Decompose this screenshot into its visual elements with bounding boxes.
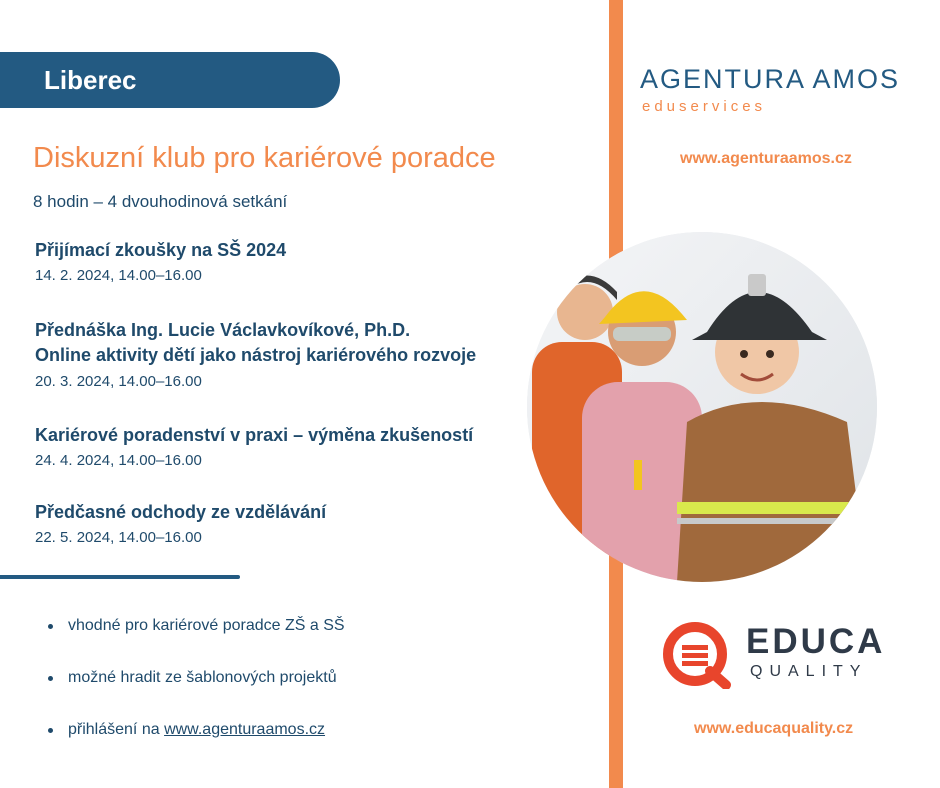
- educa-logo-name: EDUCA: [746, 622, 886, 661]
- info-text: vhodné pro kariérové poradce ZŠ a SŠ: [68, 617, 345, 634]
- educa-quality-logo: [650, 616, 912, 694]
- session-2-date: 20. 3. 2024, 14.00–16.00: [35, 373, 202, 390]
- session-2-subtitle: Online aktivity dětí jako nástroj kariérového rozvoje: [35, 345, 477, 365]
- session-2-title: Přednáška Ing. Lucie Václavkovíkové, Ph.D.: [35, 320, 411, 340]
- session-1-date: 14. 2. 2024, 14.00–16.00: [35, 267, 202, 284]
- session-3-date: 24. 4. 2024, 14.00–16.00: [35, 452, 202, 469]
- children-photo: [527, 232, 877, 582]
- info-text: [68, 721, 325, 739]
- page-title: Diskuzní klub pro kariérové poradce: [33, 142, 496, 174]
- divider-line: [0, 575, 240, 579]
- session-4-title: Předčasné odchody ze vzdělávání: [35, 502, 327, 522]
- registration-link[interactable]: www.agenturaamos.cz: [164, 721, 326, 738]
- amos-logo-tagline: eduservices: [642, 98, 767, 115]
- city-banner: [0, 52, 340, 108]
- page-subtitle: 8 hodin – 4 dvouhodinová setkání: [33, 192, 288, 211]
- bullet-icon: [48, 676, 53, 681]
- amos-website-link[interactable]: www.agenturaamos.cz: [680, 150, 852, 167]
- session-3-title: Kariérové poradenství v praxi – výměna zkušeností: [35, 425, 474, 445]
- session-1-title: Přijímací zkoušky na SŠ 2024: [35, 240, 287, 260]
- bullet-icon: [48, 728, 53, 733]
- session-4-date: 22. 5. 2024, 14.00–16.00: [35, 529, 202, 546]
- educa-website-link[interactable]: www.educaquality.cz: [694, 720, 854, 737]
- registration-prefix: přihlášení na: [68, 721, 165, 738]
- amos-logo-name: AGENTURA AMOS: [640, 64, 901, 94]
- educa-logo-tagline: QUALITY: [750, 663, 868, 680]
- bullet-icon: [48, 624, 53, 629]
- info-text: možné hradit ze šablonových projektů: [68, 669, 337, 686]
- agentura-amos-logo: [640, 64, 930, 120]
- city-label: Liberec: [44, 65, 137, 95]
- educa-logo-mark-icon: [662, 621, 734, 694]
